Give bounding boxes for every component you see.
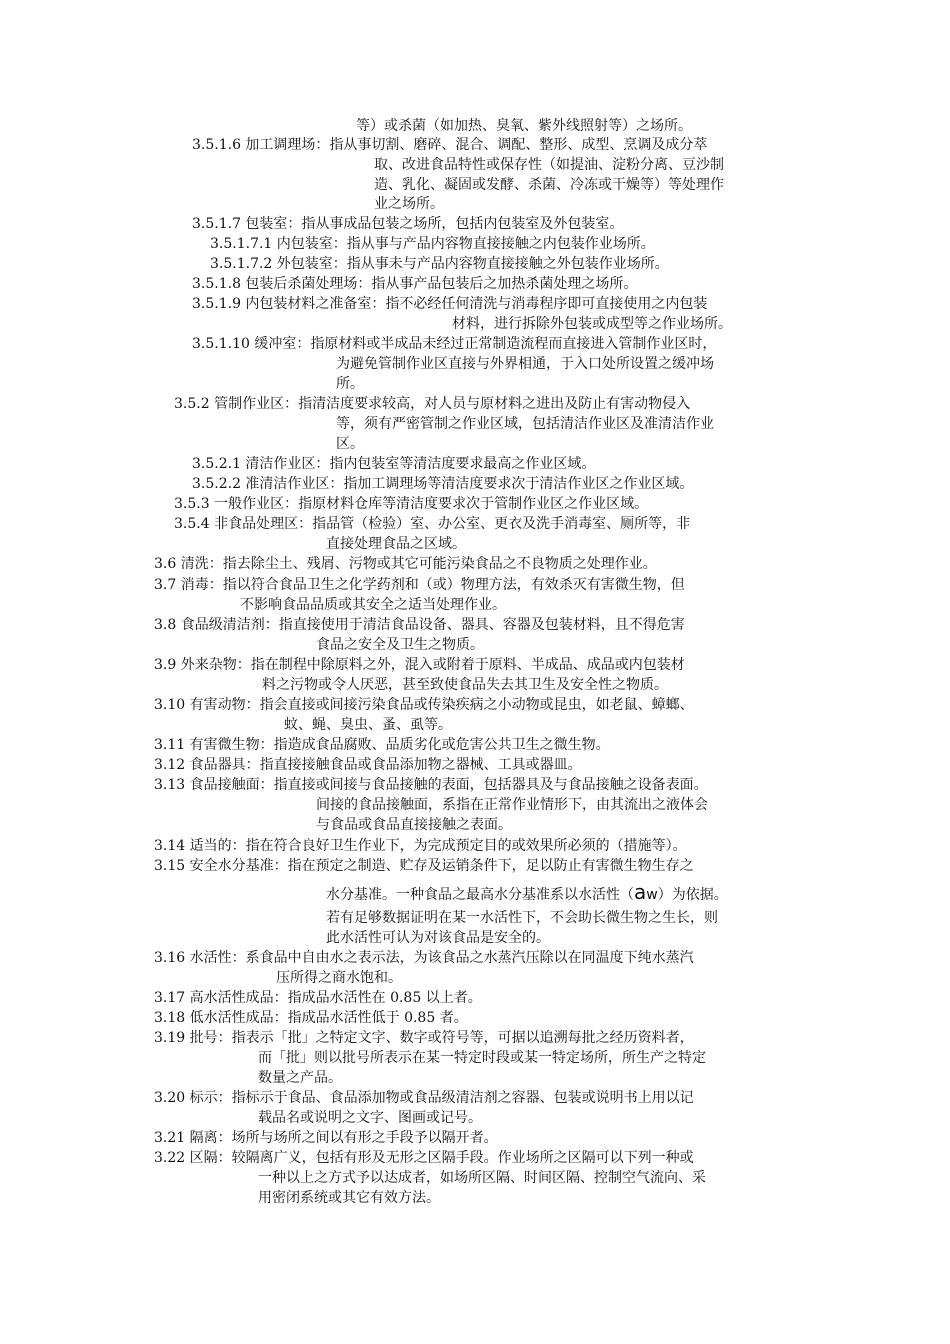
text-line: 3.15 安全水分基准：指在预定之制造、贮存及运销条件下，足以防止有害微生物生存之 [154, 858, 694, 874]
text-line: 3.13 食品接触面：指直接或间接与食品接触的表面，包括器具及与食品接触之设备表面。 [154, 777, 708, 793]
text-line: 3.10 有害动物：指会直接或间接污染食品或传染疾病之小动物或昆虫，如老鼠、蟑螂、 [154, 697, 694, 713]
text-line: 蚊、蝇、臭虫、蚤、虱等。 [284, 717, 452, 733]
text-line: 3.5.1.7 包装室：指从事成品包装之场所，包括内包装室及外包装室。 [192, 216, 624, 232]
text-line: 材料，进行拆除外包装或成型等之作业场所。 [452, 316, 732, 332]
text-line: 3.14 适当的：指在符合良好卫生作业下，为完成预定目的或效果所必须的（措施等）。 [154, 838, 687, 854]
text-line: 3.11 有害微生物：指造成食品腐败、品质劣化或危害公共卫生之微生物。 [154, 737, 610, 753]
text-line: 食品之安全及卫生之物质。 [316, 637, 484, 653]
text-line: 3.9 外来杂物：指在制程中除原料之外，混入或附着于原料、半成品、成品或内包装材 [154, 657, 685, 673]
text-line: 此水活性可认为对该食品是安全的。 [326, 930, 550, 946]
text-line: 一种以上之方式予以达成者，如场所区隔、时间区隔、控制空气流向、采 [258, 1170, 706, 1186]
text-line: 为避免管制作业区直接与外界相通，于入口处所设置之缓冲场 [336, 356, 714, 372]
text-line: 3.5.1.8 包装后杀菌处理场：指从事产品包装后之加热杀菌处理之场所。 [192, 276, 638, 292]
text-line: 3.5.4 非食品处理区：指品管（检验）室、办公室、更衣及洗手消毒室、厕所等，非 [174, 516, 691, 532]
text-line: 而「批」则以批号所表示在某一特定时段或某一特定场所，所生产之特定 [258, 1050, 706, 1066]
text-line: 不影响食品品质或其安全之适当处理作业。 [240, 597, 506, 613]
text-line: 3.17 高水活性成品：指成品水活性在 0.85 以上者。 [154, 990, 482, 1006]
text-line: 3.22 区隔：较隔离广义，包括有形及无形之区隔手段。作业场所之区隔可以下列一种或 [154, 1150, 694, 1166]
water-activity-symbol: a [634, 880, 647, 904]
text-line: 用密闭系统或其它有效方法。 [258, 1190, 440, 1206]
text-line: 所。 [336, 376, 364, 392]
text-line: 3.5.1.7.2 外包装室：指从事未与产品内容物直接接触之外包装作业场所。 [210, 256, 669, 272]
text-line: 3.5.1.6 加工调理场：指从事切割、磨碎、混合、调配、整形、成型、烹调及成分萃 [192, 137, 708, 153]
text-line: 3.5.2 管制作业区：指清洁度要求较高，对人员与原材料之进出及防止有害动物侵入 [174, 396, 691, 412]
text-line: 3.5.3 一般作业区：指原材料仓库等清洁度要求次于管制作业区之作业区域。 [174, 496, 649, 512]
text-line: 3.5.2.2 准清洁作业区：指加工调理场等清洁度要求次于清洁作业区之作业区域。 [192, 476, 694, 492]
text-line: 3.16 水活性：系食品中自由水之表示法，为该食品之水蒸汽压除以在同温度下纯水蒸汽 [154, 950, 694, 966]
text-line: 直接处理食品之区域。 [326, 536, 466, 552]
text-line: 与食品或食品直接接触之表面。 [316, 817, 512, 833]
text-fragment: 水分基准。一种食品之最高水分基准系以水活性（ [326, 887, 634, 903]
text-line: 压所得之商水饱和。 [276, 970, 402, 986]
text-line: 3.5.1.7.1 内包装室：指从事与产品内容物直接接触之内包装作业场所。 [210, 236, 655, 252]
text-line [326, 880, 728, 905]
text-line: 等，须有严密管制之作业区域，包括清洁作业区及准清洁作业 [336, 416, 714, 432]
text-line: 3.5.1.9 内包装材料之准备室：指不必经任何清洗与消毒程序即可直接使用之内包装 [192, 296, 708, 312]
text-line: 3.6 清洗：指去除尘土、残屑、污物或其它可能污染食品之不良物质之处理作业。 [154, 556, 657, 572]
text-line: 业之场所。 [374, 196, 444, 212]
text-line: 3.7 消毒：指以符合食品卫生之化学药剂和（或）物理方法，有效杀灭有害微生物，但 [154, 577, 685, 593]
text-line: 间接的食品接触面，系指在正常作业情形下，由其流出之液体会 [316, 797, 708, 813]
text-line: 3.20 标示：指标示于食品、食品添加物或食品级清洁剂之容器、包装或说明书上用以记 [154, 1090, 694, 1106]
text-fragment: ）为依据。 [657, 887, 728, 903]
text-line: 取、改进食品特性或保存性（如提油、淀粉分离、豆沙制 [374, 157, 724, 173]
text-line: 等）或杀菌（如加热、臭氧、紫外线照射等）之场所。 [356, 118, 692, 134]
text-line: 3.19 批号：指表示「批」之特定文字、数字或符号等，可据以追溯每批之经历资料者， [154, 1030, 694, 1046]
text-line: 区。 [336, 436, 364, 452]
text-line: 数量之产品。 [258, 1070, 342, 1086]
water-activity-subscript: w [646, 887, 658, 903]
text-line: 料之污物或令人厌恶，甚至致使食品失去其卫生及安全性之物质。 [262, 677, 668, 693]
text-line: 载品名或说明之文字、图画或记号。 [258, 1110, 482, 1126]
text-line: 3.5.1.10 缓冲室：指原材料或半成品未经过正常制造流程而直接进入管制作业区时， [192, 336, 717, 352]
text-line: 3.18 低水活性成品：指成品水活性低于 0.85 者。 [154, 1010, 468, 1026]
text-line: 3.8 食品级清洁剂：指直接使用于清洁食品设备、器具、容器及包装材料，且不得危害 [154, 617, 685, 633]
text-line: 若有足够数据证明在某一水活性下，不会助长微生物之生长，则 [326, 910, 718, 926]
text-line: 3.12 食品器具：指直接接触食品或食品添加物之器械、工具或器皿。 [154, 757, 582, 773]
text-line: 造、乳化、凝固或发酵、杀菌、冷冻或干燥等）等处理作 [374, 177, 724, 193]
text-line: 3.21 隔离：场所与场所之间以有形之手段予以隔开者。 [154, 1130, 498, 1146]
text-line: 3.5.2.1 清洁作业区：指内包装室等清洁度要求最高之作业区域。 [192, 456, 596, 472]
